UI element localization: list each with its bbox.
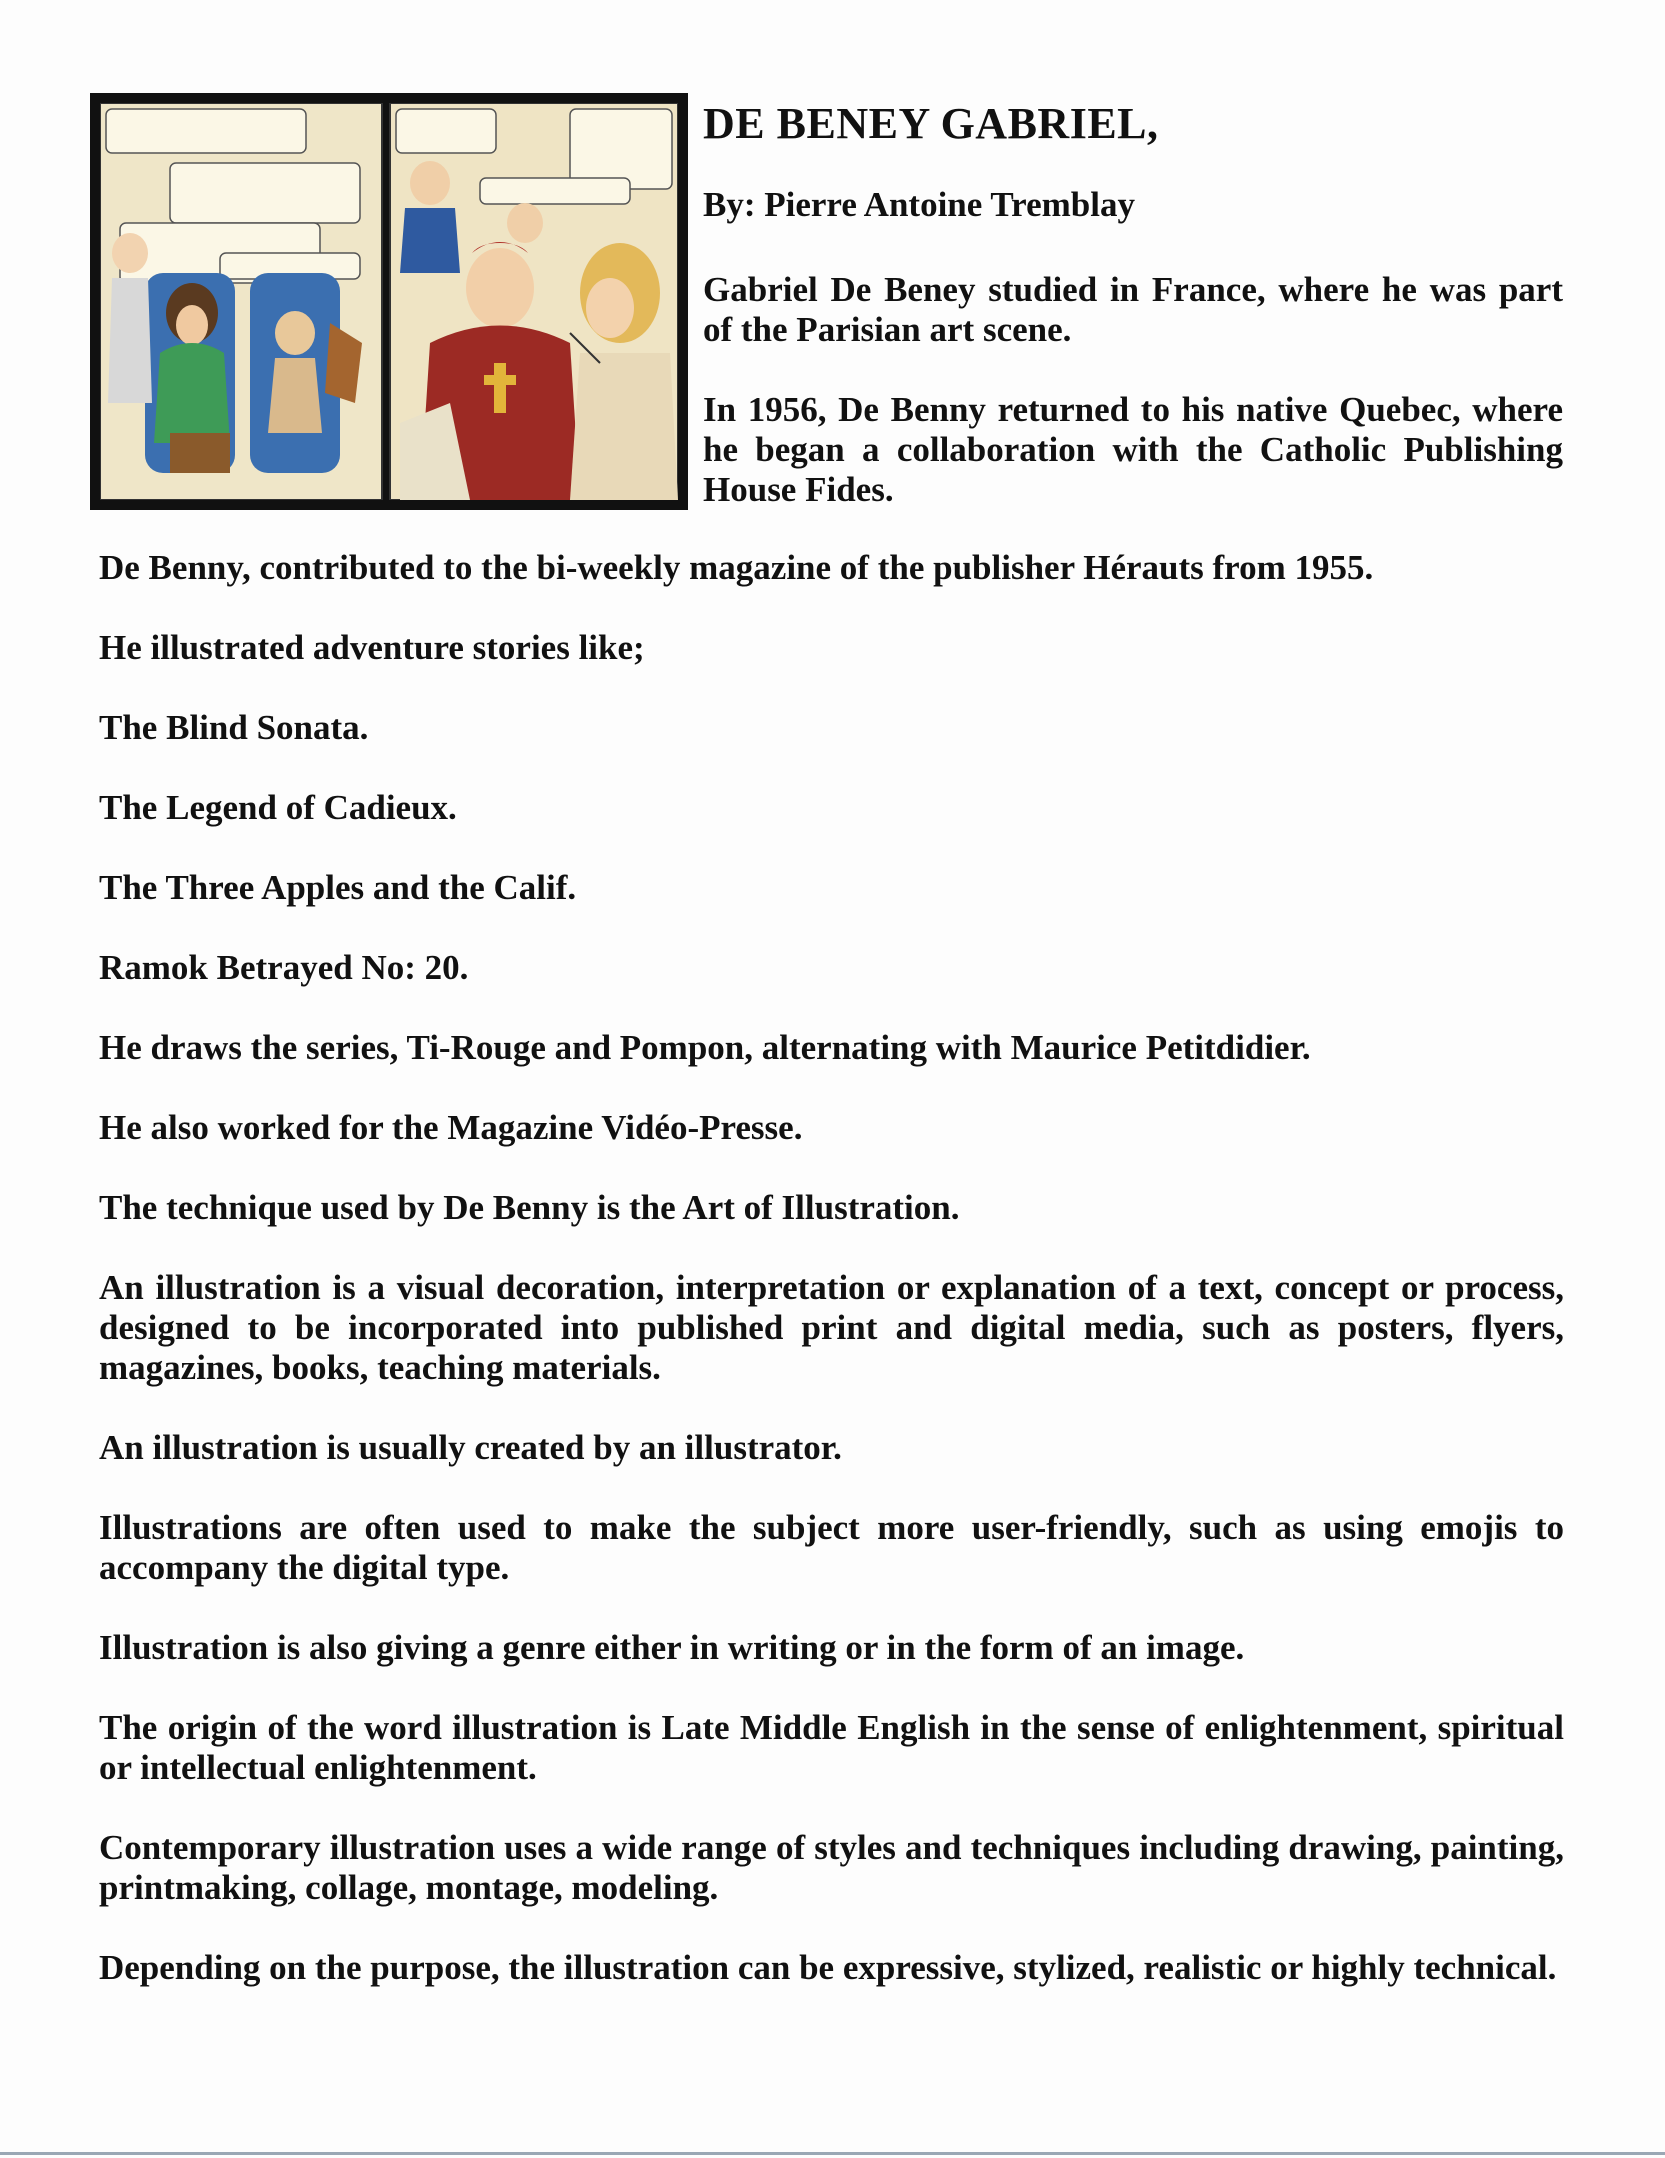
body-paragraph: He illustrated adventure stories like; xyxy=(99,628,645,667)
body-paragraph: Depending on the purpose, the illustration can be expressive, stylized, realistic or highly technical. xyxy=(99,1948,1557,1987)
comic-strip-image xyxy=(90,93,688,510)
article-title: DE BENEY GABRIEL, xyxy=(703,99,1159,148)
body-paragraph: Illustrations are often used to make the subject more user-friendly, such as using emojis to accompany the digital type. xyxy=(99,1508,1564,1587)
body-paragraph: Illustration is also giving a genre either in writing or in the form of an image. xyxy=(99,1628,1245,1667)
story-title: Ramok Betrayed No: 20. xyxy=(99,948,469,987)
story-title: The Three Apples and the Calif. xyxy=(99,868,577,907)
body-paragraph: The technique used by De Benny is the Art of Illustration. xyxy=(99,1188,960,1227)
body-paragraph: He draws the series, Ti-Rouge and Pompon, alternating with Maurice Petitdidier. xyxy=(99,1028,1311,1067)
bottom-divider xyxy=(0,2152,1665,2155)
body-paragraph: An illustration is a visual decoration, interpretation or explanation of a text, concept or process, designed to be incorporated into published print and digital media, such as posters, flyers, magazines, books, teaching materials. xyxy=(99,1268,1564,1387)
body-paragraph: Contemporary illustration uses a wide range of styles and techniques including drawing, painting, printmaking, collage, montage, modeling. xyxy=(99,1828,1564,1907)
body-paragraph: An illustration is usually created by an illustrator. xyxy=(99,1428,842,1467)
article-body xyxy=(99,548,1564,2028)
story-title: The Legend of Cadieux. xyxy=(99,788,457,827)
body-paragraph: He also worked for the Magazine Vidéo-Presse. xyxy=(99,1108,803,1147)
story-title: The Blind Sonata. xyxy=(99,708,369,747)
body-paragraph: The origin of the word illustration is Late Middle English in the sense of enlightenment, spiritual or intellectual enlightenment. xyxy=(99,1708,1564,1787)
body-paragraph: De Benny, contributed to the bi-weekly magazine of the publisher Hérauts from 1955. xyxy=(99,548,1374,587)
author-byline: By: Pierre Antoine Tremblay xyxy=(703,185,1135,224)
intro-paragraph: In 1956, De Benny returned to his native Quebec, where he began a collaboration with the Catholic Publishing House Fides. xyxy=(703,390,1563,509)
intro-paragraph: Gabriel De Beney studied in France, where he was part of the Parisian art scene. xyxy=(703,270,1563,349)
